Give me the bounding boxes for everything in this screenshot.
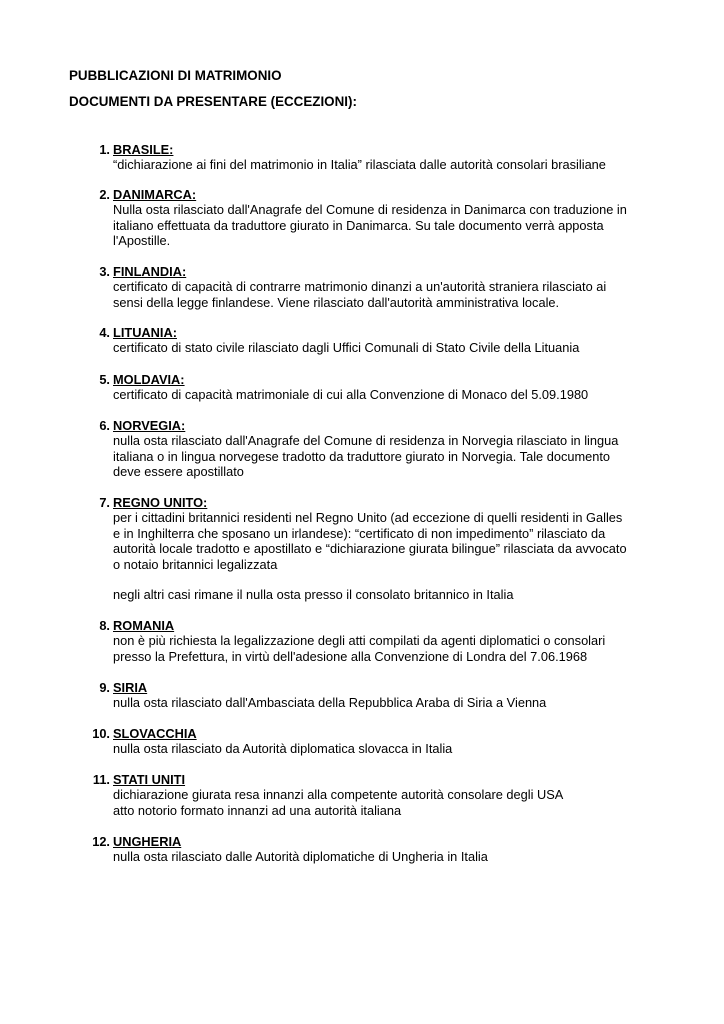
item-text-line: italiano effettuata da traduttore giurato in Danimarca. Su tale documento verrà apposta: [113, 217, 604, 233]
item-text-line: certificato di stato civile rilasciato dagli Uffici Comunali di Stato Civile della Lituania: [113, 340, 580, 356]
item-country-title: UNGHERIA: [113, 834, 182, 849]
item-text-line: dichiarazione giurata resa innanzi alla competente autorità consolare degli USA: [113, 787, 564, 803]
item-number: 9.: [99, 680, 110, 695]
item-text-line: nulla osta rilasciato dall'Anagrafe del Comune di residenza in Norvegia rilasciato in lingua: [113, 433, 619, 449]
item-text-line: presso la Prefettura, in virtù dell'adesione alla Convenzione di Londra del 7.06.1968: [113, 648, 588, 664]
item-text-line: deve essere apostillato: [113, 464, 244, 480]
item-number: 1.: [99, 142, 110, 157]
item-number: 3.: [99, 264, 110, 279]
item-text-line: italiana o in lingua norvegese tradotto da traduttore giurato in Norvegia. Tale documento: [113, 448, 611, 464]
item-country-title: LITUANIA:: [113, 325, 177, 340]
item-text-line: certificato di capacità di contrarre matrimonio dinanzi a un'autorità straniera rilasciato ai: [113, 279, 607, 295]
item-country-title: SLOVACCHIA: [113, 726, 197, 741]
document-subtitle: DOCUMENTI DA PRESENTARE (ECCEZIONI):: [69, 94, 357, 109]
item-number: 8.: [99, 618, 110, 633]
item-country-title: SIRIA: [113, 680, 148, 695]
item-country-title: ROMANIA: [113, 618, 175, 633]
item-number: 6.: [99, 418, 110, 433]
item-number: 2.: [99, 187, 110, 202]
item-country-title: MOLDAVIA:: [113, 372, 185, 387]
item-country-title: NORVEGIA:: [113, 418, 186, 433]
item-text-line: “dichiarazione ai fini del matrimonio in Italia” rilasciata dalle autorità consolari brasiliane: [113, 157, 606, 173]
item-country-title: BRASILE:: [113, 142, 174, 157]
item-number: 12.: [92, 834, 110, 849]
item-text-line: Nulla osta rilasciato dall'Anagrafe del Comune di residenza in Danimarca con traduzione in: [113, 202, 627, 218]
item-text-line: e in Inghilterra che sposano un irlandese): “certificato di non impedimento” rilasciato da: [113, 525, 606, 541]
document-title: PUBBLICAZIONI DI MATRIMONIO: [69, 68, 282, 83]
item-number: 4.: [99, 325, 110, 340]
item-country-title: STATI UNITI: [113, 772, 186, 787]
item-text-line: per i cittadini britannici residenti nel Regno Unito (ad eccezione di quelli residenti in Galles: [113, 510, 623, 526]
item-text-line: o notaio britannici legalizzata: [113, 556, 278, 572]
item-text-line: negli altri casi rimane il nulla osta presso il consolato britannico in Italia: [113, 587, 514, 603]
item-text-line: certificato di capacità matrimoniale di cui alla Convenzione di Monaco del 5.09.1980: [113, 387, 589, 403]
item-text-line: autorità locale tradotto e apostillato e “dichiarazione giurata bilingue” rilasciata da avvocato: [113, 541, 627, 557]
item-text-line: non è più richiesta la legalizzazione degli atti compilati da agenti diplomatici o consolari: [113, 633, 606, 649]
item-country-title: REGNO UNITO:: [113, 495, 208, 510]
item-text-line: nulla osta rilasciato dalle Autorità diplomatiche di Ungheria in Italia: [113, 849, 488, 865]
item-text-line: atto notorio formato innanzi ad una autorità italiana: [113, 802, 402, 818]
item-text-line: sensi della legge finlandese. Viene rilasciato dall'autorità amministrativa locale.: [113, 294, 560, 310]
item-country-title: FINLANDIA:: [113, 264, 187, 279]
item-number: 10.: [92, 726, 110, 741]
item-text-line: l'Apostille.: [113, 233, 171, 249]
item-number: 7.: [99, 495, 110, 510]
item-text-line: nulla osta rilasciato da Autorità diplomatica slovacca in Italia: [113, 741, 453, 757]
item-text-line: nulla osta rilasciato dall'Ambasciata della Repubblica Araba di Siria a Vienna: [113, 695, 547, 711]
item-country-title: DANIMARCA:: [113, 187, 197, 202]
item-number: 11.: [92, 772, 110, 787]
item-number: 5.: [99, 372, 110, 387]
